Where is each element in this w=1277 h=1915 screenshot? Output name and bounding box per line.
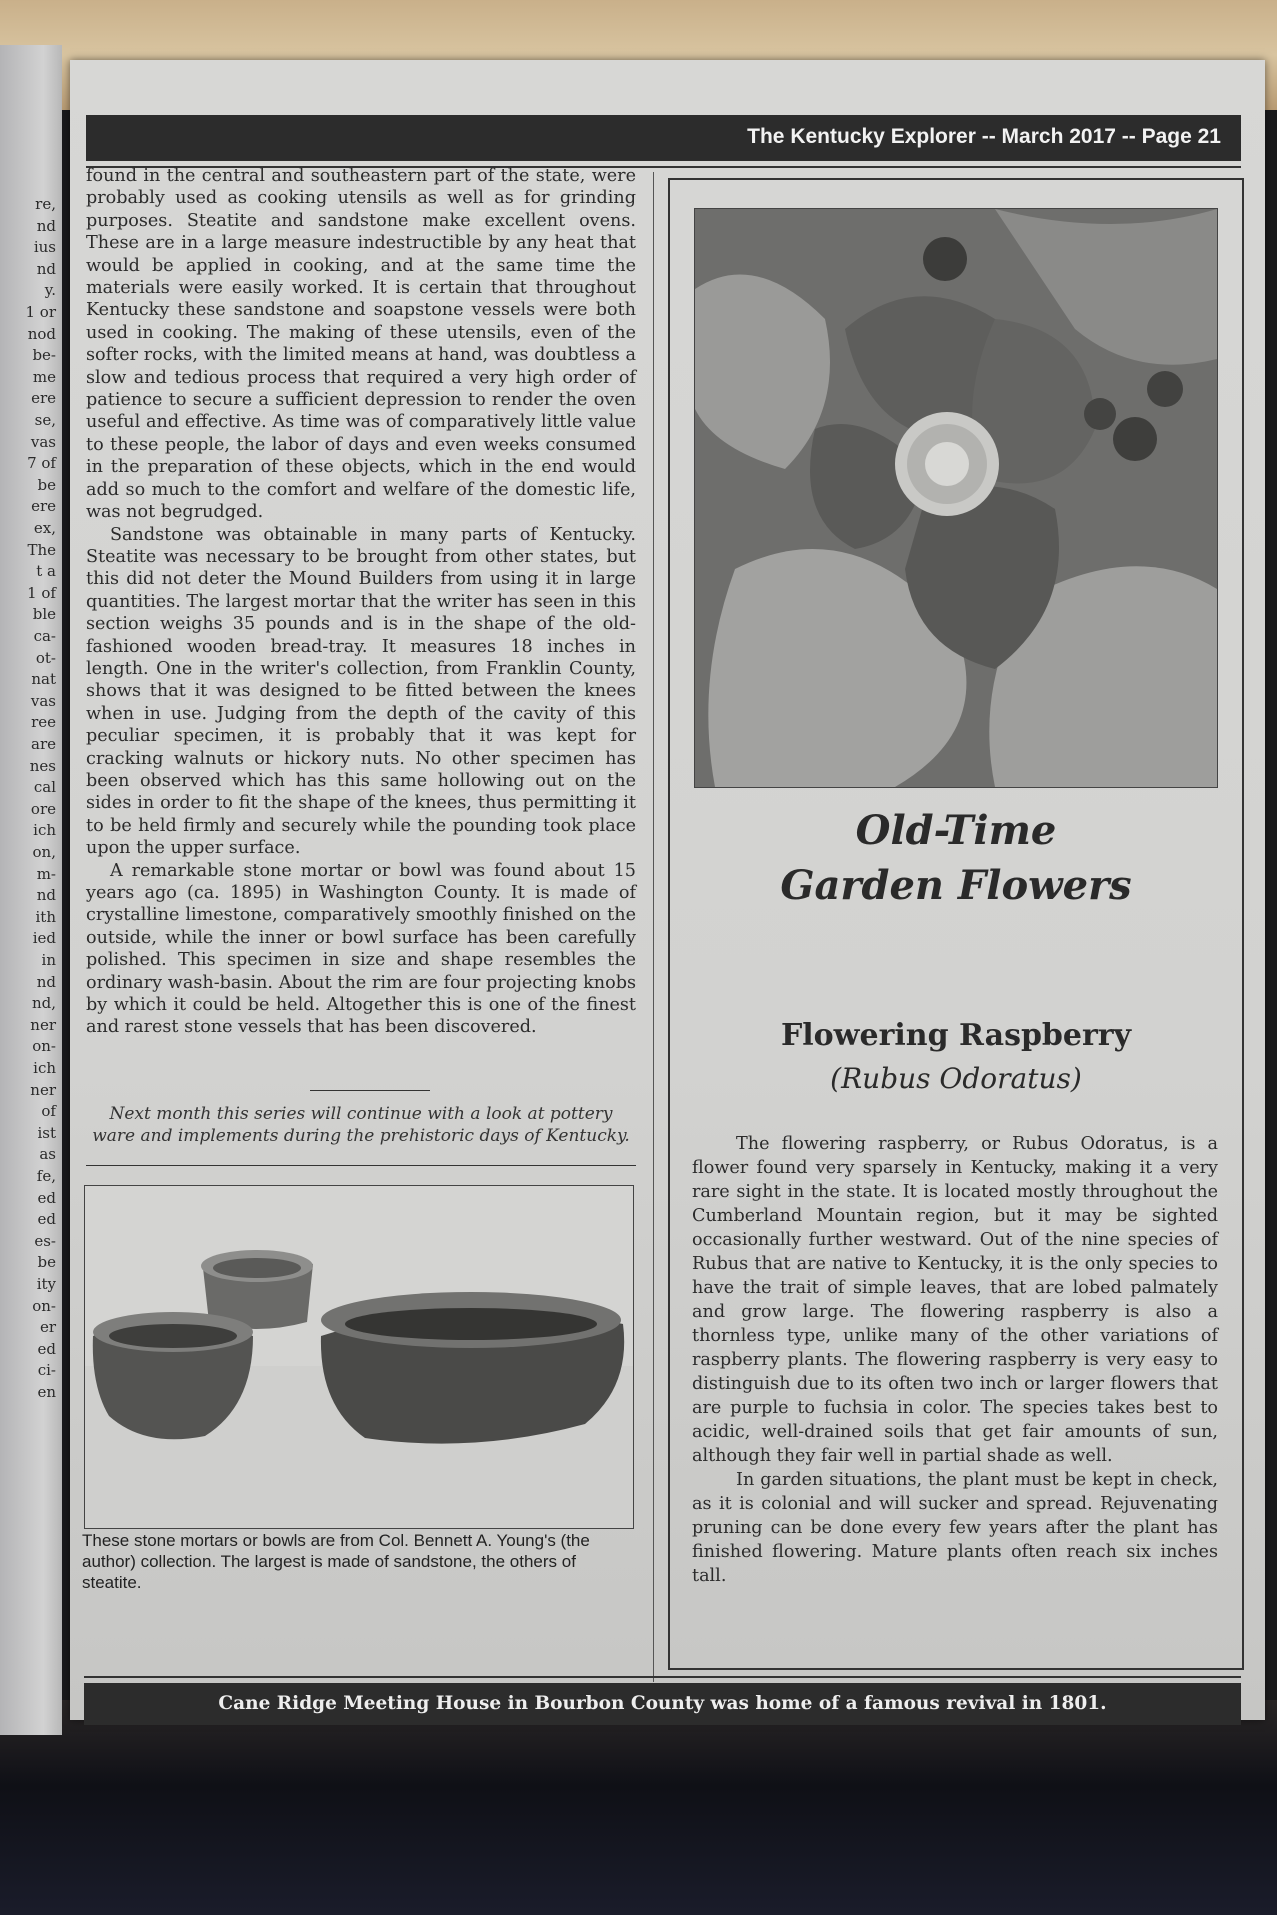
page-header-title: The Kentucky Explorer -- March 2017 -- Page 21 xyxy=(747,125,1221,148)
previous-page-text-fragment: be xyxy=(37,475,56,494)
previous-page-text-fragment: on, xyxy=(32,843,56,861)
column-divider xyxy=(653,172,654,1682)
feature-paragraph: In garden situations, the plant must be kept in check, as it is colonial and will sucker and spread. Rejuvenating pruning can be done every few years after the plant has finished flowering. Mature plants often reach six inches tall. xyxy=(692,1470,1218,1586)
previous-page-text-fragment: ich xyxy=(33,821,56,840)
previous-page-text-fragment: be- xyxy=(32,346,56,365)
stone-bowls-photo xyxy=(84,1185,634,1529)
feature-title-line-2: Garden Flowers xyxy=(780,862,1132,909)
series-continuation-note: Next month this series will continue with a look at pottery ware and implements during the prehistoric days of Kentucky. xyxy=(92,1104,630,1146)
feature-body-text xyxy=(692,1132,1218,1588)
previous-page-text-fragment: of xyxy=(41,1102,56,1121)
flowering-raspberry-illustration xyxy=(695,209,1217,787)
previous-page-text-fragment: ex, xyxy=(33,519,56,537)
previous-page-edge xyxy=(0,45,62,1735)
article-paragraph: A remarkable stone mortar or bowl was found about 15 years ago (ca. 1895) in Washington County. It is made of crystalline limestone, comparatively smoothly finished on the outside, while the inner or bowl surface has been carefully polished. This specimen in size and shape resembles the ordinary wash-basin. About the rim are four projecting knobs by which it could be held. Altogether this is one of the finest and rarest stone vessels that has been discovered. xyxy=(86,860,636,1038)
previous-page-text-fragment: es- xyxy=(34,1231,56,1250)
footer-bar xyxy=(84,1683,1241,1725)
previous-page-text-fragment: re, xyxy=(35,195,56,213)
stone-bowls-illustration xyxy=(85,1186,633,1528)
previous-page-text-fragment: se, xyxy=(34,411,56,429)
previous-page-text-fragment: ner xyxy=(30,1015,56,1034)
note-rule xyxy=(86,1165,636,1166)
magazine-page xyxy=(70,60,1265,1720)
photo-caption: These stone mortars or bowls are from Col. Bennett A. Young's (the author) collection. The largest is made of sandstone, the others of steatite. xyxy=(82,1531,590,1592)
previous-page-text-fragment: fe, xyxy=(36,1167,56,1185)
garden-flowers-box xyxy=(668,178,1244,1670)
previous-page-text-fragment: nat xyxy=(31,670,56,689)
previous-page-text-fragment: ity xyxy=(36,1275,56,1293)
raspberry-flower-photo xyxy=(694,208,1218,788)
previous-page-text-fragment: on- xyxy=(32,1037,56,1056)
previous-page-text-fragment: ere xyxy=(31,389,56,408)
previous-page-text-fragment: ich xyxy=(33,1059,56,1077)
previous-page-text-fragment: nd xyxy=(36,972,56,991)
previous-page-text-fragment: are xyxy=(31,735,56,753)
previous-page-text-fragment: ci- xyxy=(37,1361,56,1380)
previous-page-text-fragment: on- xyxy=(32,1296,56,1315)
previous-page-text-fragment: The xyxy=(27,540,56,559)
previous-page-text-fragment: ed xyxy=(37,1210,56,1229)
previous-page-text-fragment: t a xyxy=(36,562,56,581)
feature-title-line-1: Old-Time xyxy=(855,807,1057,854)
footer-fact: Cane Ridge Meeting House in Bourbon County was home of a famous revival in 1801. xyxy=(218,1693,1107,1714)
previous-page-text-fragment: 1 or xyxy=(25,303,56,321)
previous-page-text-fragment: in xyxy=(41,951,56,969)
previous-page-text-fragment: nd, xyxy=(31,994,56,1013)
previous-page-text-fragment: ith xyxy=(35,907,56,926)
previous-page-text-fragment: ble xyxy=(32,605,56,624)
section-divider xyxy=(310,1090,430,1091)
feature-paragraph: The flowering raspberry, or Rubus Odoratus, is a flower found very sparsely in Kentucky, making it a very rare sight in the state. It is located mostly throughout the Cumberland Mountain region, but it may be sighted occasionally further westward. Out of the nine species of Rubus that are native to Kentucky, it is the only species to have the trait of simple leaves, that are lobed palmately and grow large. The flowering raspberry is also a thornless type, unlike many of the other variations of raspberry plants. The flowering raspberry is very easy to distinguish due to its often two inch or larger flowers that are purple to fuchsia in color. The species takes best to acidic, well-drained soils that get fair amounts of sun, although they fair well in partial shade as well. xyxy=(692,1134,1218,1466)
previous-page-text-fragment: ed xyxy=(37,1339,56,1358)
previous-page-text-fragment: ied xyxy=(32,929,56,948)
dark-foreground xyxy=(0,1700,1277,1915)
footer-rule xyxy=(84,1676,1241,1678)
previous-page-text-fragment: ed xyxy=(37,1188,56,1207)
article-paragraph: found in the central and southeastern part of the state, were probably used as cooking utensils as well as for grinding purposes. Steatite and sandstone make excellent ovens. These are in a large measure indestructible by any heat that would be applied in cooking, and at the same time the materials were easily worked. It is certain that throughout Kentucky these sandstone and soapstone vessels were both used in cooking. The making of these utensils, even of the softer rocks, with the limited means at hand, was doubtless a slow and tedious process that required a very high order of patience to secure a sufficient depression to render the oven useful and effective. As time was of comparatively little value to these people, the labor of days and even weeks consumed in the preparation of these objects, which in the end would add so much to the comfort and welfare of the domestic life, was not begrudged. xyxy=(86,166,636,523)
previous-page-text-fragment: 7 of xyxy=(27,454,56,473)
previous-page-text-fragment: nd xyxy=(36,216,56,235)
previous-page-text-fragment: vas xyxy=(30,691,56,710)
previous-page-text-fragment: ere xyxy=(31,497,56,516)
previous-page-text-fragment: vas xyxy=(30,432,56,451)
previous-page-text-fragment: ore xyxy=(30,799,56,818)
previous-page-text-fragment: 1 of xyxy=(27,583,56,602)
plant-common-name: Flowering Raspberry xyxy=(780,1018,1132,1053)
previous-page-text-fragment: y. xyxy=(44,281,56,300)
left-article-column xyxy=(86,165,636,1039)
previous-page-text-fragment: ree xyxy=(31,713,56,732)
previous-page-text-fragment: nes xyxy=(29,756,56,775)
previous-page-text-fragment: cal xyxy=(33,778,56,797)
previous-page-text-fragment: ner xyxy=(30,1080,56,1099)
previous-page-text-fragment: nod xyxy=(27,324,56,343)
previous-page-text-fragment: m- xyxy=(36,864,56,883)
previous-page-text-fragment: ist xyxy=(37,1123,56,1142)
previous-page-text-fragment: en xyxy=(37,1383,56,1401)
page-header-bar xyxy=(86,115,1241,161)
previous-page-text-fragment: nd xyxy=(36,886,56,905)
previous-page-text-fragment: as xyxy=(39,1145,56,1164)
previous-page-text-fragment: be xyxy=(37,1253,56,1272)
previous-page-text-fragment: me xyxy=(32,367,56,386)
article-paragraph: Sandstone was obtainable in many parts of Kentucky. Steatite was necessary to be brought from other states, but this did not deter the Mound Builders from using it in large quantities. The largest mortar that the writer has seen in this section weighs 35 pounds and is in the shape of the old-fashioned wooden bread-tray. It measures 18 inches in length. One in the writer's collection, from Franklin County, shows that it was designed to be fitted between the knees when in use. Judging from the depth of the cavity of this peculiar specimen, it is probably that it was kept for cracking walnuts or hickory nuts. No other specimen has been observed which has this same hollowing out on the sides in order to fit the shape of the knees, thus permitting it to be held firmly and securely while the pounding took place upon the upper surface. xyxy=(86,524,637,859)
plant-latin-name: (Rubus Odoratus) xyxy=(830,1062,1082,1095)
previous-page-text-fragment: ot- xyxy=(35,648,56,667)
previous-page-text-fragment: ca- xyxy=(33,627,56,645)
previous-page-text-fragment: nd xyxy=(36,259,56,278)
previous-page-text-fragment: er xyxy=(39,1318,56,1337)
previous-page-text-fragment: ius xyxy=(33,238,56,257)
